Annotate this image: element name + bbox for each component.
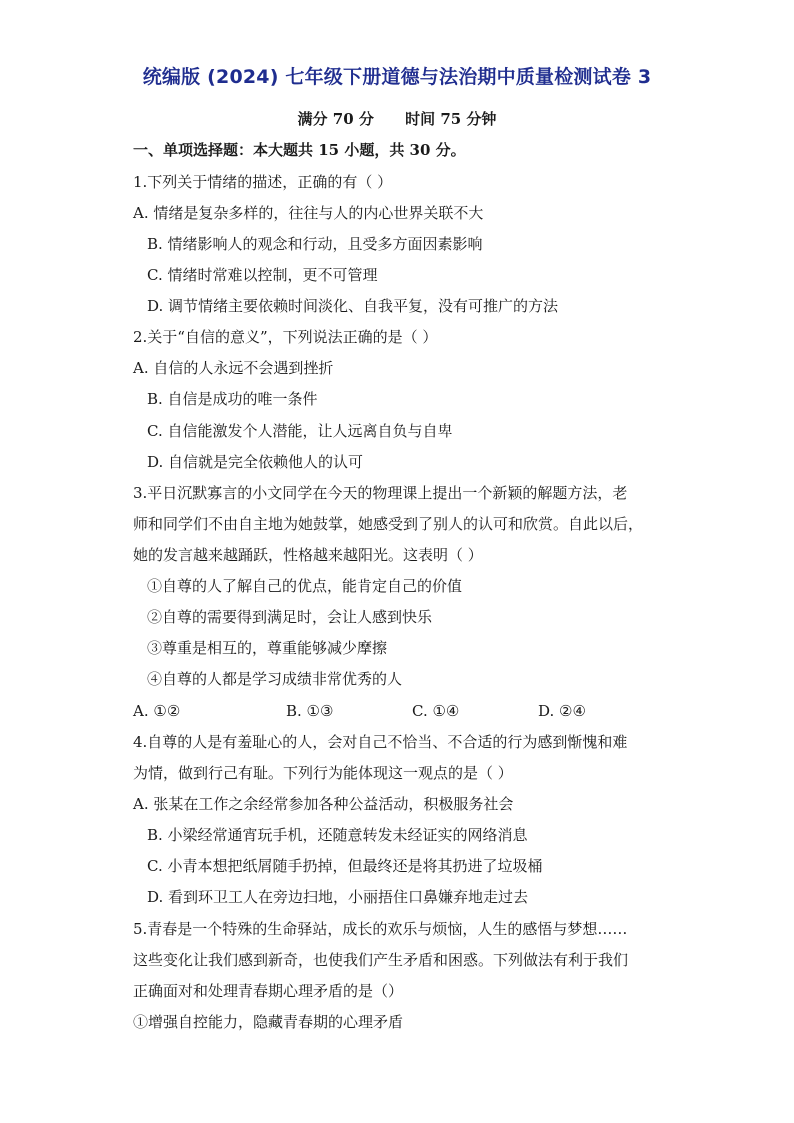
question-5-stem-line-1: 5.青春是一个特殊的生命驿站，成长的欢乐与烦恼，人生的感悟与梦想……	[133, 920, 628, 938]
question-1-option-b: B. 情绪影响人的观念和行动，且受多方面因素影响	[147, 235, 483, 253]
question-3-option-b: B. ①③	[286, 702, 334, 720]
question-5-stem-line-3: 正确面对和处理青春期心理矛盾的是（）	[133, 982, 404, 1000]
question-4-stem-line-1: 4.自尊的人是有羞耻心的人，会对自己不恰当、不合适的行为感到惭愧和难	[133, 733, 628, 751]
exam-time: 时间 75 分钟	[405, 110, 497, 128]
question-3-option-d: D. ②④	[538, 702, 586, 720]
question-3-statement-3: ③尊重是相互的，尊重能够减少摩擦	[147, 639, 388, 657]
question-3-statement-4: ④自尊的人都是学习成绩非常优秀的人	[147, 670, 403, 688]
question-3-stem-line-3: 她的发言越来越踊跃，性格越来越阳光。这表明（ ）	[133, 546, 483, 564]
question-5-stem-line-2: 这些变化让我们感到新奇，也使我们产生矛盾和困惑。下列做法有利于我们	[133, 951, 629, 969]
question-2-option-a: A. 自信的人永远不会遇到挫折	[133, 359, 334, 377]
exam-title: 统编版 (2024) 七年级下册道德与法治期中质量检测试卷 3	[142, 66, 652, 88]
question-2-stem: 2.关于“自信的意义”，下列说法正确的是（ ）	[133, 328, 438, 346]
question-3-statement-1: ①自尊的人了解自己的优点，能肯定自己的价值	[147, 577, 463, 595]
question-1-option-a: A. 情绪是复杂多样的，往往与人的内心世界关联不大	[133, 204, 484, 222]
full-score: 满分 70 分	[297, 110, 374, 128]
question-1-option-d: D. 调节情绪主要依赖时间淡化、自我平复，没有可推广的方法	[147, 297, 559, 315]
question-5-statement-1: ①增强自控能力，隐藏青春期的心理矛盾	[133, 1013, 404, 1031]
question-4-option-b: B. 小梁经常通宵玩手机，还随意转发未经证实的网络消息	[147, 826, 528, 844]
section-heading: 一、单项选择题：本大题共 15 小题，共 30 分。	[133, 141, 466, 159]
question-2-option-c: C. 自信能激发个人潜能，让人远离自负与自卑	[147, 422, 453, 440]
question-2-option-d: D. 自信就是完全依赖他人的认可	[147, 453, 364, 471]
question-3-stem-line-1: 3.平日沉默寡言的小文同学在今天的物理课上提出一个新颖的解题方法，老	[133, 484, 628, 502]
question-2-option-b: B. 自信是成功的唯一条件	[147, 390, 318, 408]
question-3-option-a: A. ①②	[133, 702, 181, 720]
exam-info	[0, 108, 794, 129]
question-4-option-a: A. 张某在工作之余经常参加各种公益活动，积极服务社会	[133, 795, 514, 813]
question-1-option-c: C. 情绪时常难以控制，更不可管理	[147, 266, 378, 284]
question-4-option-c: C. 小青本想把纸屑随手扔掉，但最终还是将其扔进了垃圾桶	[147, 857, 543, 875]
question-3-statement-2: ②自尊的需要得到满足时，会让人感到快乐	[147, 608, 433, 626]
question-3-stem-line-2: 师和同学们不由自主地为她鼓掌，她感受到了别人的认可和欣赏。自此以后，	[133, 515, 644, 533]
question-3-option-c: C. ①④	[412, 702, 460, 720]
question-1-stem: 1.下列关于情绪的描述，正确的有（ ）	[133, 173, 393, 191]
question-4-option-d: D. 看到环卫工人在旁边扫地，小丽捂住口鼻嫌弃地走过去	[147, 888, 529, 906]
question-4-stem-line-2: 为情，做到行己有耻。下列行为能体现这一观点的是（ ）	[133, 764, 513, 782]
